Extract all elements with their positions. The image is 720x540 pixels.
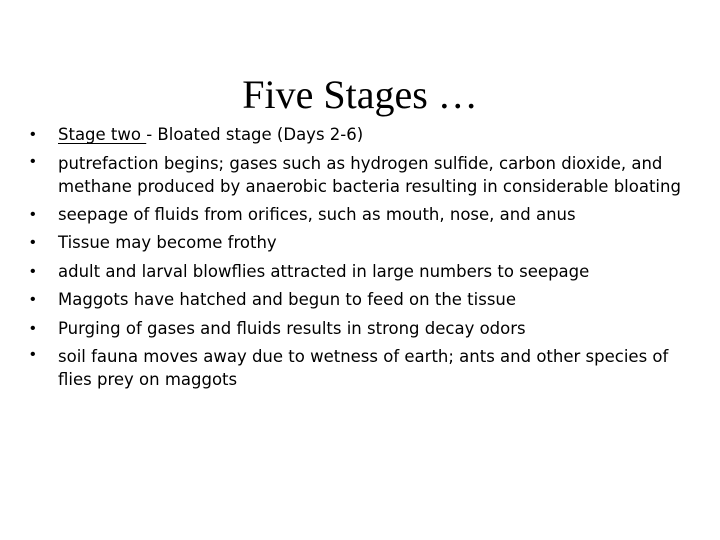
bullet-seepage: • seepage of fluids from orifices, such as mouth, nose, and anus [30,201,700,230]
bullet-soil-fauna: • soil fauna moves away due to wetness of earth; ants and other species of flies prey on maggots [30,343,700,394]
bullet-tissue: • Tissue may become frothy [30,229,700,258]
slide-title-text: Five Stages … [242,72,478,117]
bullet-putrefaction: • putrefaction begins; gases such as hydrogen sulfide, carbon dioxide, and methane produced by anaerobic bacteria resulting in considerable bloating [30,150,700,201]
slide-title [0,68,720,122]
bullet-blowflies: • adult and larval blowflies attracted in large numbers to seepage [30,258,700,287]
bullet-stage-two [30,121,700,150]
bullet-purging: • Purging of gases and fluids results in strong decay odors [30,315,700,344]
stage-label: Stage two [58,125,147,144]
stage-description: - Bloated stage (Days 2-6) [146,125,364,144]
bullet-maggots: • Maggots have hatched and begun to feed on the tissue [30,286,700,315]
bullet-list [30,121,700,394]
